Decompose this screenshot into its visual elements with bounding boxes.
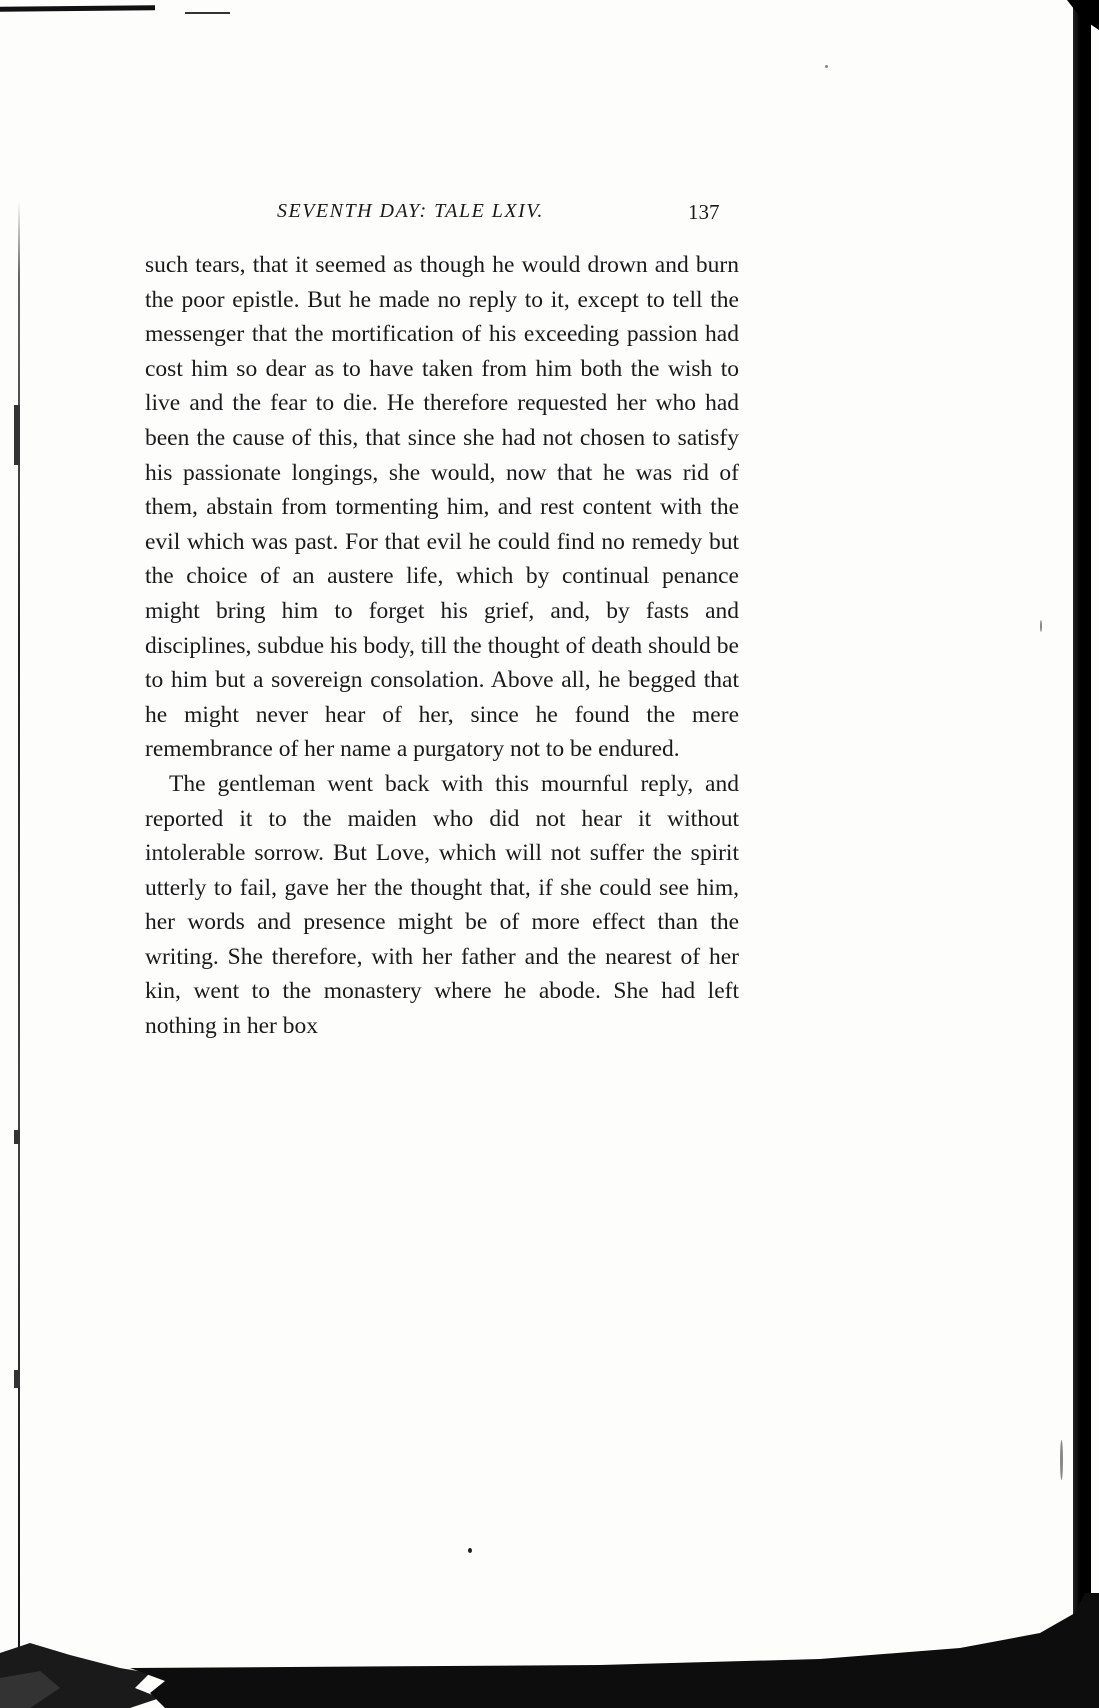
body-text xyxy=(145,248,739,1044)
scan-edge-right xyxy=(1073,0,1091,1645)
scan-edge-bottom xyxy=(0,1593,1099,1708)
scan-edge-top-dash xyxy=(185,12,230,14)
running-head-title: SEVENTH DAY: TALE LXIV. xyxy=(277,200,544,222)
scan-speck xyxy=(14,405,20,465)
scan-speck xyxy=(14,1130,20,1144)
running-head xyxy=(145,200,745,240)
paragraph-2: The gentleman went back with this mournful reply, and reported it to the maiden who did not hear it without intolerable sorrow. But Love, which will not suffer the spirit utterly to fail, gave her the thought that, if she could see him, her words and presence might be of more effect than the writing. She therefore, with her father and the nearest of her kin, went to the monastery where he abode. She had left nothing in her box xyxy=(145,770,739,1040)
footer-mark xyxy=(468,1548,472,1553)
paragraph-1: such tears, that it seemed as though he would drown and burn the poor epistle. But he made no reply to it, except to tell the messenger that the mortification of his exceeding passion had cost him so dear as to have taken from him both the wish to live and the fear to die. He therefore requested her who had been the cause of this, that since she had not chosen to satisfy his passionate longings, she would, now that he was rid of them, abstain from tormenting him, and rest content with the evil which was past. For that evil he could find no remedy but the choice of an austere life, which by continual penance might bring him to forget his grief, and, by fasts and disciplines, subdue his body, till the thought of death should be to him but a sovereign consolation. Above all, he begged that he might never hear of her, since he found the mere remembrance of her name a purgatory not to be endured. xyxy=(145,252,739,763)
scan-speck xyxy=(14,1370,20,1388)
scan-speck xyxy=(825,65,828,68)
page-number: 137 xyxy=(688,200,720,224)
scan-speck xyxy=(1040,620,1042,632)
scan-speck xyxy=(1060,1440,1063,1480)
